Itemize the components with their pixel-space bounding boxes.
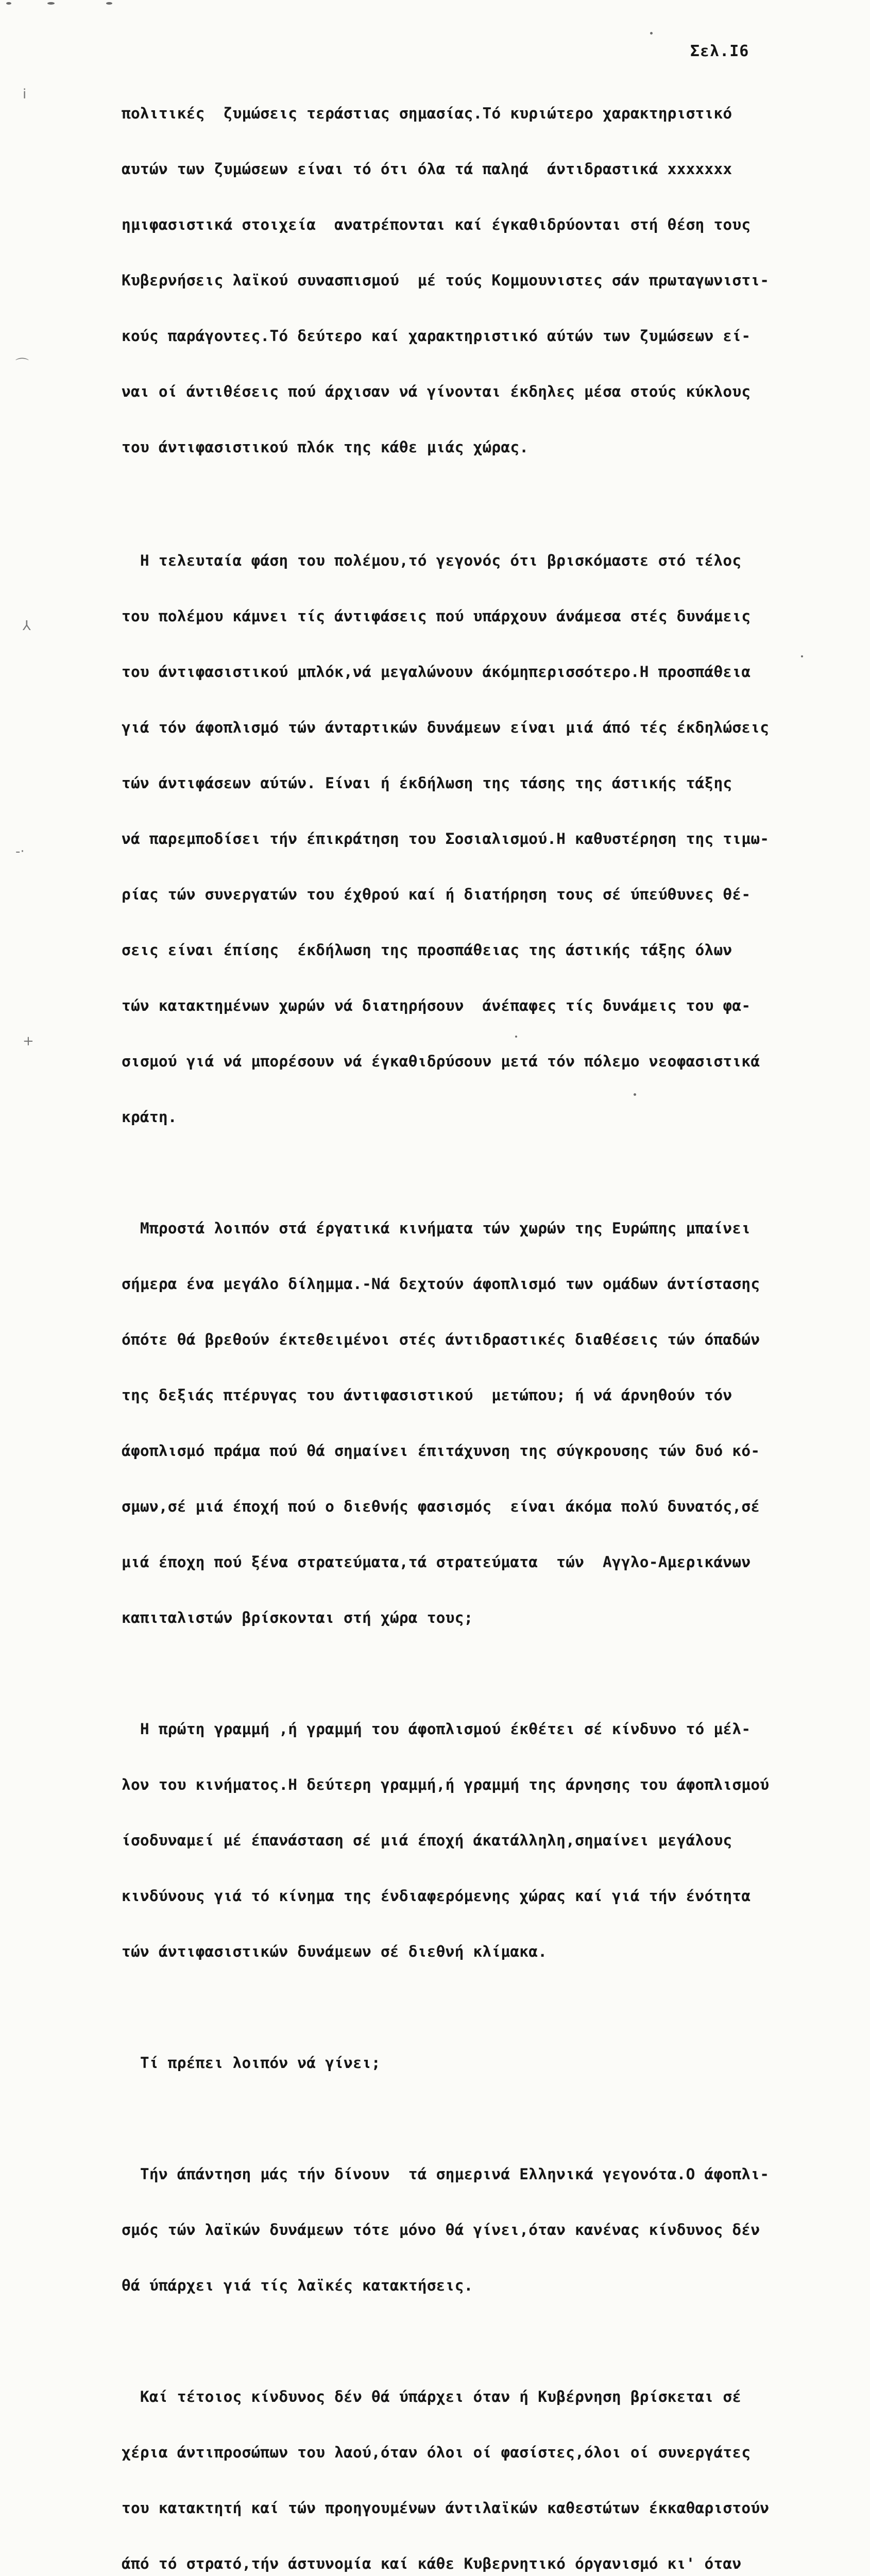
text-line: ρίας τών συνεργατών του έχθρού καί ή διατήρηση τους σέ ύπεύθυνες θέ- bbox=[122, 886, 751, 903]
scan-speck bbox=[634, 1093, 636, 1096]
margin-mark: ⅰ bbox=[23, 87, 27, 102]
text-line: γιά τόν άφοπλισμό τών άνταρτικών δυνάμεων είναι μιά άπό τές έκδηλώσεις bbox=[122, 719, 770, 736]
text-line: κούς παράγοντες.Τό δεύτερο καί χαρακτηριστικό αύτών των ζυμώσεων εί- bbox=[122, 327, 751, 345]
paragraph bbox=[122, 1182, 853, 1664]
page-number: Σελ.Ι6 bbox=[690, 42, 749, 60]
margin-mark: + bbox=[23, 1033, 34, 1049]
text-line: άφοπλισμό πράμα πού θά σημαίνει έπιτάχυνση της σύγκρουσης τών δυό κό- bbox=[122, 1442, 760, 1460]
paragraph bbox=[122, 2128, 853, 2332]
text-line: του κατακτητή καί τών προηγουμένων άντιλαϊκών καθεστώτων έκκαθαριστούν bbox=[122, 2499, 770, 2517]
text-line: σμων,σέ μιά έποχή πού ο διεθνής φασισμός είναι άκόμα πολύ δυνατός,σέ bbox=[122, 1498, 760, 1515]
text-line: τών άντιφάσεων αύτών. Είναι ή έκδήλωση της τάσης της άστικής τάξης bbox=[122, 774, 732, 792]
text-line: Τί πρέπει λοιπόν νά γίνει; bbox=[122, 2054, 381, 2072]
scan-speck bbox=[801, 655, 803, 657]
scan-speck bbox=[6, 2, 11, 5]
text-line: Καί τέτοιος κίνδυνος δέν θά ύπάρχει όταν ή Κυβέρνηση βρίσκεται σέ bbox=[122, 2388, 742, 2405]
document-body bbox=[122, 67, 853, 2576]
text-line: του πολέμου κάμνει τίς άντιφάσεις πού υπάρχουν άνάμεσα στές δυνάμεις bbox=[122, 607, 751, 625]
text-line: ημιφασιστικά στοιχεία ανατρέπονται καί έγκαθιδρύονται στή θέση τους bbox=[122, 216, 751, 233]
scan-speck bbox=[650, 32, 653, 35]
text-line: σμός τών λαϊκών δυνάμεων τότε μόνο θά γίνει,όταν κανένας κίνδυνος δέν bbox=[122, 2221, 760, 2239]
margin-mark: -· bbox=[15, 844, 25, 859]
text-line: σισμού γιά νά μπορέσουν νά έγκαθιδρύσουν μετά τόν πόλεμο νεοφασιστικά bbox=[122, 1053, 760, 1070]
text-line: πολιτικές ζυμώσεις τεράστιας σημασίας.Τό κυριώτερο χαρακτηριστικό bbox=[122, 105, 732, 122]
text-line: ίσοδυναμεί μέ έπανάσταση σέ μιά έποχή άκατάλληλη,σημαίνει μεγάλους bbox=[122, 1832, 732, 1849]
text-line: κινδύνους γιά τό κίνημα της ένδιαφερόμενης χώρας καί γιά τήν ένότητα bbox=[122, 1887, 751, 1905]
text-line: όπότε θά βρεθούν έκτεθειμένοι στές άντιδραστικές διαθέσεις τών όπαδών bbox=[122, 1331, 760, 1348]
paragraph bbox=[122, 514, 853, 1163]
text-line: σεις είναι έπίσης έκδήλωση της προσπάθειας της άστικής τάξης όλων bbox=[122, 941, 732, 959]
text-line: Κυβερνήσεις λαϊκού συνασπισμού μέ τούς Κομμουνιστες σάν πρωταγωνιστι- bbox=[122, 272, 770, 289]
text-line: του άντιφασιστικού πλόκ της κάθε μιάς χώρας. bbox=[122, 438, 529, 456]
text-line: νά παρεμποδίσει τήν έπικράτηση του Σοσιαλισμού.Η καθυστέρηση της τιμω- bbox=[122, 830, 770, 848]
text-line: καπιταλιστών βρίσκονται στή χώρα τους; bbox=[122, 1609, 473, 1626]
paragraph bbox=[122, 2016, 853, 2109]
paragraph bbox=[122, 67, 853, 494]
text-line: της δεξιάς πτέρυγας του άντιφασιστικού μετώπου; ή νά άρνηθούν τόν bbox=[122, 1386, 732, 1404]
text-line: λον του κινήματος.Η δεύτερη γραμμή,ή γραμμή της άρνησης του άφοπλισμού bbox=[122, 1776, 770, 1793]
text-line: κράτη. bbox=[122, 1108, 177, 1126]
text-line: του άντιφασιστικού μπλόκ,νά μεγαλώνουν άκόμηπερισσότερο.Η προσπάθεια bbox=[122, 663, 751, 681]
paragraph bbox=[122, 2350, 853, 2576]
scan-speck bbox=[106, 2, 112, 5]
text-line: Τήν άπάντηση μάς τήν δίνουν τά σημερινά Ελληνικά γεγονότα.Ο άφοπλι- bbox=[122, 2165, 770, 2183]
text-line: άπό τό στρατό,τήν άστυνομία καί κάθε Κυβερνητικό όργανισμό κι' όταν bbox=[122, 2555, 742, 2572]
text-line: τών κατακτημένων χωρών νά διατηρήσουν άνέπαφες τίς δυνάμεις του φα- bbox=[122, 997, 751, 1014]
scan-speck bbox=[515, 1036, 517, 1038]
text-line: ναι οί άντιθέσεις πού άρχισαν νά γίνονται έκδηλες μέσα στούς κύκλους bbox=[122, 383, 751, 400]
scan-speck bbox=[47, 2, 55, 5]
text-line: χέρια άντιπροσώπων του λαού,όταν όλοι οί φασίστες,όλοι οί συνεργάτες bbox=[122, 2444, 751, 2461]
text-line: Μπροστά λοιπόν στά έργατικά κινήματα τών χωρών της Ευρώπης μπαίνει bbox=[122, 1219, 751, 1237]
text-line: Η πρώτη γραμμή ,ή γραμμή του άφοπλισμού έκθέτει σέ κίνδυνο τό μέλ- bbox=[122, 1720, 751, 1738]
text-line: τών άντιφασιστικών δυνάμεων σέ διεθνή κλίμακα. bbox=[122, 1943, 548, 1960]
margin-mark: ⌒ bbox=[15, 358, 29, 373]
text-line: αυτών των ζυμώσεων είναι τό ότι όλα τά παληά άντιδραστικά xxxxxxx bbox=[122, 160, 732, 178]
text-line: σήμερα ένα μεγάλο δίλημμα.-Νά δεχτούν άφοπλισμό των ομάδων άντίστασης bbox=[122, 1275, 760, 1293]
text-line: μιά έποχη πού ξένα στρατεύματα,τά στρατεύματα τών Αγγλο-Αμερικάνων bbox=[122, 1553, 751, 1571]
paragraph bbox=[122, 1683, 853, 1998]
margin-mark: ⅄ bbox=[23, 618, 31, 634]
text-line: Η τελευταία φάση του πολέμου,τό γεγονός ότι βρισκόμαστε στό τέλος bbox=[122, 552, 742, 569]
text-line: θά ύπάρχει γιά τίς λαϊκές κατακτήσεις. bbox=[122, 2277, 473, 2294]
